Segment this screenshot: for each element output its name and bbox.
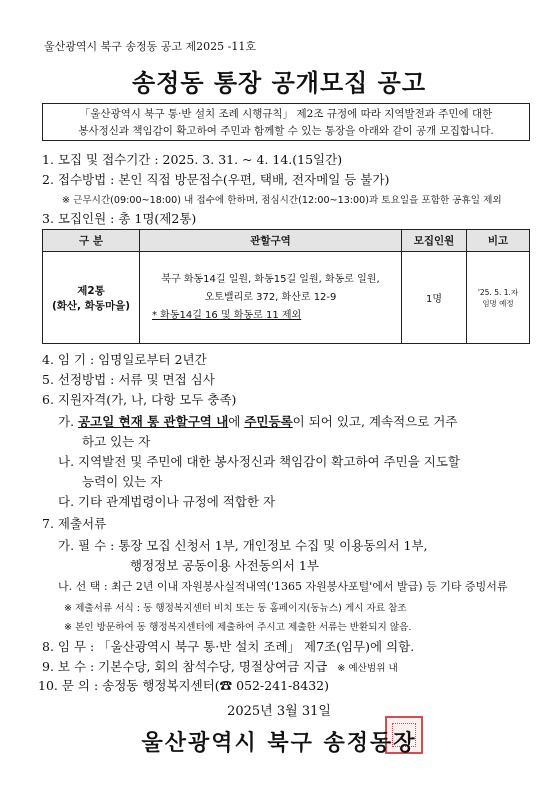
item-7a-line-1: 가. 필 수 : 통장 모집 신청서 1부, 개인정보 수집 및 이용동의서 1부,: [58, 538, 428, 553]
notice-number: 울산광역시 북구 송정동 공고 제2025 -11호: [44, 40, 256, 53]
item-6b-line-2: 능력이 있는 자: [82, 474, 163, 489]
division-cell: [43, 252, 140, 344]
item-6b-line-1: 나. 지역발전 및 주민에 대한 봉사정신과 책임감이 확고하여 주민을 지도할: [58, 454, 460, 469]
item-7-note-1: ※ 제출서류 서식 : 동 행정복지센터 비치 또는 동 홈페이지(동뉴스) 게시 자료 참조: [64, 603, 407, 614]
item-8-duty: 8. 임 무 : 「울산광역시 북구 통·반 설치 조례」 제7조(임무)에 의함.: [42, 639, 415, 654]
item-7b-optional: 나. 선 택 : 최근 2년 이내 자원봉사실적내역('1365 자원봉사포털'에서 발급) 등 기타 증빙서류: [58, 580, 508, 593]
notice-date: 2025년 3월 31일: [227, 704, 331, 719]
item-2-method: 2. 접수방법 : 본인 직접 방문접수(우편, 택배, 전자메일 등 불가): [42, 172, 390, 187]
item-6a-marker: 가.: [58, 414, 75, 429]
item-6-qualification: 6. 지원자격(가, 나, 다항 모두 충족): [42, 392, 237, 407]
intro-line-1: 「울산광역시 북구 통·반 설치 조례 시행규칙」 제2조 규정에 따라 지역발전과 주민에 대한: [79, 108, 493, 120]
area-line-1: 북구 화동14길 일원, 화동15길 일원, 화동로 일원,: [161, 273, 380, 285]
jurisdiction-table: [42, 229, 530, 344]
table-header-row: [43, 230, 530, 252]
area-line-2: 오토밸리로 372, 화산로 12-9: [204, 291, 337, 303]
item-7a-line-2: 행정정보 공동이용 사전동의서 1부: [130, 558, 319, 573]
item-9-pay-note: ※ 예산범위 내: [337, 663, 398, 674]
intro-box: [42, 103, 530, 141]
area-exclusion: * 화동14길 16 및 화동로 11 제외: [152, 309, 302, 321]
item-3-recruits: 3. 모집인원 : 총 1명(제2통): [42, 211, 197, 226]
col-header-remark: 비고: [467, 230, 530, 252]
col-header-division: 구 분: [43, 230, 140, 252]
item-4-term: 4. 임 기 : 임명일로부터 2년간: [42, 352, 207, 367]
item-1-period: 1. 모집 및 접수기간 : 2025. 3. 31. ~ 4. 14.(15일간): [42, 152, 343, 167]
item-7-documents: 7. 제출서류: [42, 516, 107, 531]
item-6a-mid: 에: [228, 414, 241, 429]
item-5-selection: 5. 선정방법 : 서류 및 면접 심사: [42, 372, 215, 387]
item-7-note-2: ※ 본인 방문하여 동 행정복지센터에 제출하여 주시고 제출한 서류는 반환되지 않음.: [64, 622, 412, 633]
item-6a-rest: 이 되어 있고, 계속적으로 거주: [292, 414, 458, 429]
item-6a-underline-2: 주민등록: [244, 414, 293, 429]
col-header-count: 모집인원: [402, 230, 467, 252]
item-6a-underline-1: 공고일 현재 통 관할구역 내: [78, 414, 229, 429]
count-cell: 1명: [402, 252, 467, 344]
issuer-signature: 울산광역시 북구 송정동장: [141, 730, 417, 756]
table-row: [43, 252, 530, 344]
remark-cell: [467, 252, 530, 344]
item-6a-line-2: 하고 있는 자: [82, 434, 151, 449]
item-6a: [58, 412, 457, 430]
item-10-inquiry: 10. 문 의 : 송정동 행정복지센터(☎ 052-241-8432): [38, 678, 329, 693]
remark-line-1: '25. 5. 1.자: [477, 287, 519, 297]
col-header-area: 관할구역: [140, 230, 402, 252]
area-cell: [140, 252, 402, 344]
division-name: 제2통: [77, 284, 105, 297]
item-9-pay: [42, 657, 398, 675]
page-title: 송정동 통장 공개모집 공고: [131, 68, 427, 97]
division-villages: (화산, 화동마을): [51, 299, 131, 312]
remark-line-2: 임명 예정: [482, 298, 514, 308]
intro-line-2: 봉사정신과 책임감이 확고하여 주민과 함께할 수 있는 통장을 아래와 같이 공개 모집합니다.: [78, 125, 494, 137]
item-2-note: ※ 근무시간(09:00~18:00) 내 접수에 한하며, 점심시간(12:00~13:00)과 토요일을 포함한 공휴일 제외: [62, 195, 502, 206]
item-6c: 다. 기타 관계법령이나 규정에 적합한 자: [58, 494, 276, 509]
item-9-pay-text: 9. 보 수 : 기본수당, 회의 참석수당, 명절상여금 지급: [42, 659, 328, 674]
